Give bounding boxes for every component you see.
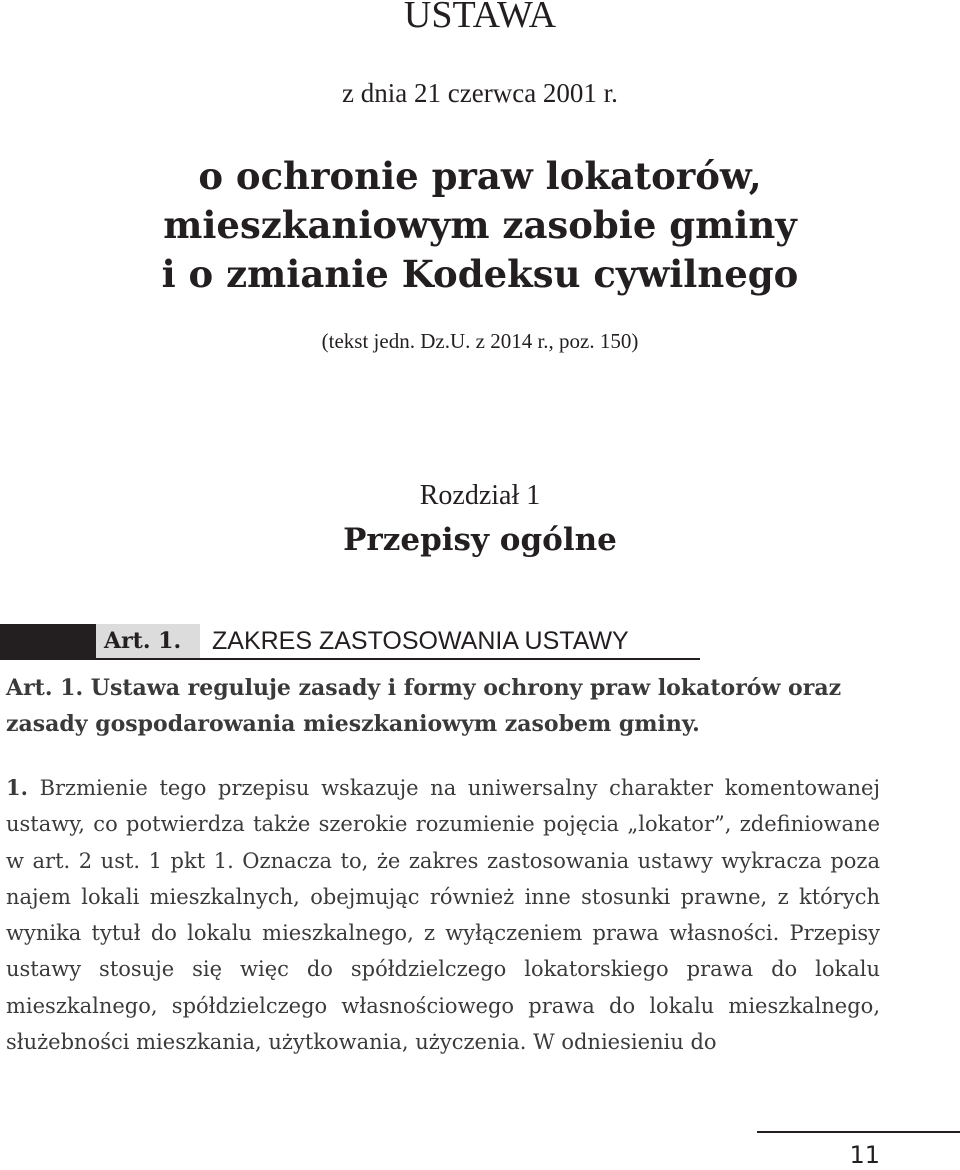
commentary-number: 1.	[6, 775, 28, 800]
chapter-number: Rozdział 1	[419, 480, 541, 511]
act-subject-line: i o zmianie Kodeksu cywilnego	[161, 252, 799, 296]
act-title: USTAWA	[403, 0, 557, 36]
provision-number: Art. 1.	[6, 675, 84, 701]
footer-rule	[757, 1131, 960, 1133]
commentary-text: Brzmienie tego przepisu wskazuje na uniwersalny charakter komentowanej ustawy, co potwierdza także szerokie rozumienie pojęcia „lokator”, zdefiniowane w art. 2 ust. 1 pkt 1. Oznacza to, że zakres zastosowania ustawy wykracza poza najem lokali mieszkalnych, obejmując również inne stosunki prawne, z których wynika tytuł do lokalu mieszkalnego, z wyłączeniem prawa własności. Przepisy ustawy stosuje się więc do spółdzielczego lokatorskiego prawa do lokalu mieszkalnego, spółdzielczego własnościowego prawa do lokalu mieszkalnego, służebności mieszkania, użytkowania, użyczenia. W odniesieniu do	[6, 776, 880, 1055]
act-date: z dnia 21 czerwca 2001 r.	[342, 78, 618, 108]
article-header-tag: Art. 1.	[96, 624, 200, 658]
chapter-title: Przepisy ogólne	[343, 522, 617, 558]
act-subject-line: mieszkaniowym zasobie gminy	[163, 203, 797, 247]
provision-text: Ustawa reguluje zasady i formy ochrony praw lokatorów oraz zasady gospodarowania mieszkaniowym zasobem gminy.	[6, 675, 842, 737]
act-subject	[0, 152, 960, 299]
article-header-label: ZAKRES ZASTOSOWANIA USTAWY	[212, 627, 629, 655]
article-header-rule	[0, 658, 700, 660]
commentary-paragraph	[6, 770, 880, 1060]
page-number: 11	[849, 1141, 880, 1169]
article-header	[0, 624, 700, 658]
act-source: (tekst jedn. Dz.U. z 2014 r., poz. 150)	[321, 329, 639, 353]
act-subject-line: o ochronie praw lokatorów,	[198, 154, 762, 198]
provision-paragraph	[6, 670, 880, 742]
